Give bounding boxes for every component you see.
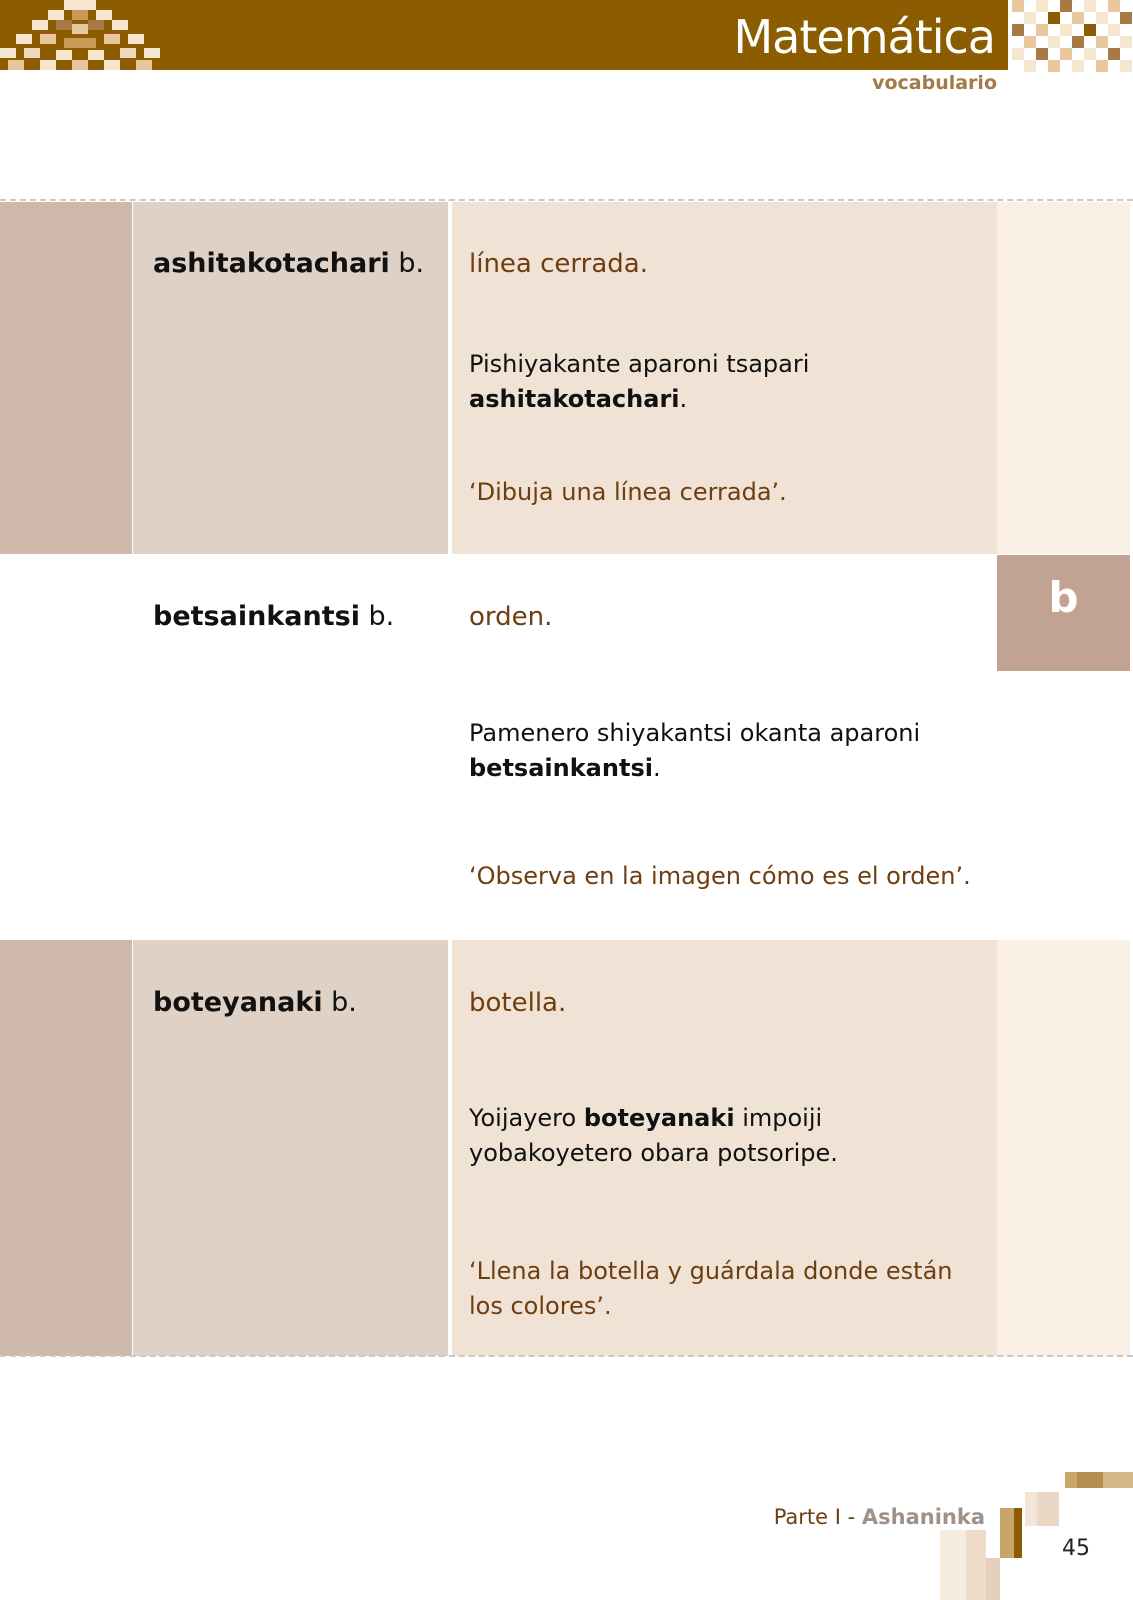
entry-gloss: orden. [469, 602, 553, 632]
entry-translation: ‘Llena la botella y guárdala donde están los colores’. [469, 1257, 953, 1320]
footer-part: Parte I [773, 1505, 841, 1529]
section-label: vocabulario [872, 72, 997, 94]
row3-bg-col4 [997, 940, 1130, 1356]
woven-pattern-left [0, 0, 160, 72]
woven-pattern-right [1008, 0, 1133, 72]
example-text: Pamenero shiyakantsi okanta aparoni [469, 719, 921, 747]
example-term: ashitakotachari [469, 385, 680, 413]
footer-separator: - [840, 1505, 862, 1529]
term-word: betsainkantsi [153, 601, 360, 632]
letter-tab-label: b [1048, 573, 1079, 622]
row1-bg-col1 [0, 202, 132, 554]
term-word: ashitakotachari [153, 248, 390, 279]
subject-title: Matemática [733, 10, 995, 64]
part-of-speech: b. [359, 601, 395, 632]
row1-bg-col4 [997, 202, 1130, 554]
example-term: betsainkantsi [469, 754, 653, 782]
example-text-end: . [652, 754, 661, 782]
entry-example [469, 716, 969, 786]
woven-pattern-footer [940, 1470, 1133, 1600]
example-text-end: . [679, 385, 688, 413]
example-text: Pishiyakante aparoni tsapari [469, 350, 810, 378]
term-word: boteyanaki [153, 987, 323, 1018]
entry-term [153, 248, 424, 279]
footer-text [774, 1505, 985, 1529]
page-number: 45 [1062, 1536, 1090, 1561]
entry-term [153, 987, 357, 1018]
top-divider [0, 199, 1133, 201]
entry-gloss: línea cerrada. [469, 249, 648, 279]
entry-term [153, 601, 394, 632]
example-term: boteyanaki [583, 1104, 735, 1132]
entry-translation: ‘Dibuja una línea cerrada’. [469, 478, 787, 506]
part-of-speech: b. [322, 987, 357, 1018]
example-text-end: impoiji yobakoyetero obara potsoripe. [469, 1104, 838, 1167]
bottom-divider [0, 1355, 1133, 1357]
footer-language: Ashaninka [861, 1505, 985, 1529]
entry-example [469, 1101, 974, 1171]
example-text: Yoijayero [469, 1104, 584, 1132]
letter-tab [997, 555, 1130, 671]
part-of-speech: b. [389, 248, 425, 279]
row3-bg-col1 [0, 940, 132, 1356]
entry-example [469, 347, 969, 417]
entry-translation: ‘Observa en la imagen cómo es el orden’. [469, 862, 971, 890]
entry-gloss: botella. [469, 988, 567, 1018]
